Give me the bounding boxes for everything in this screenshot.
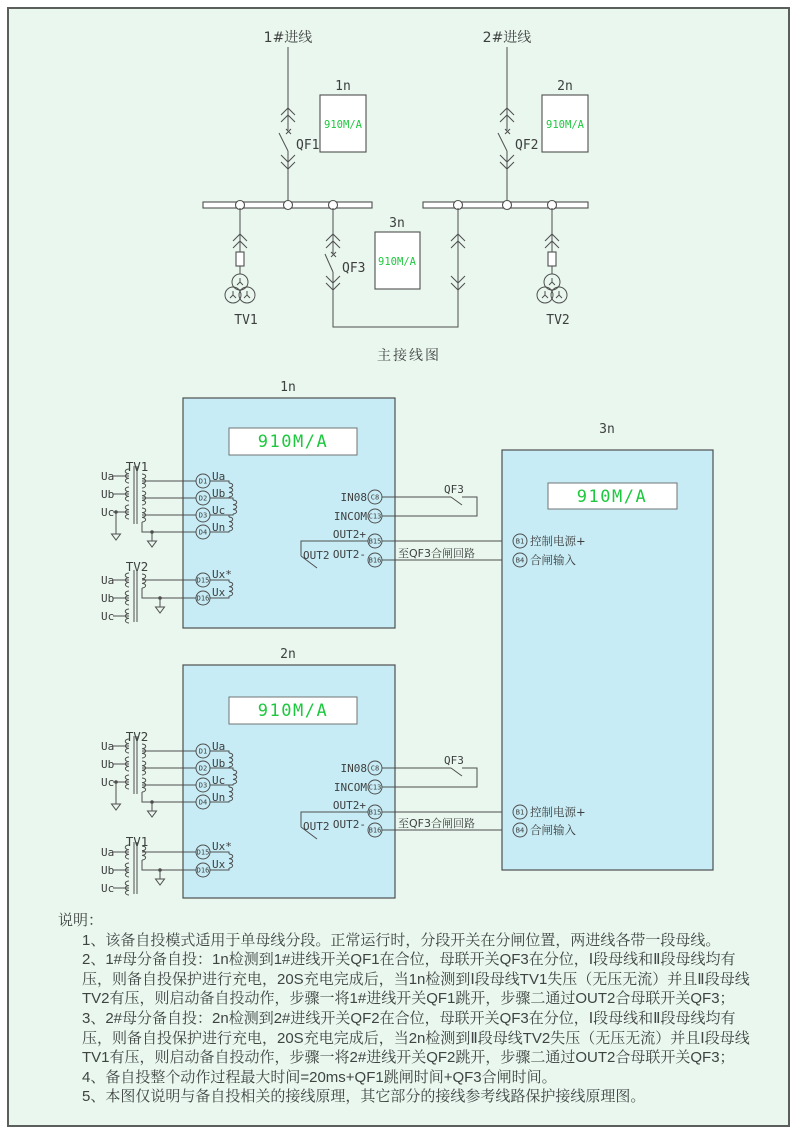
tv-name-label: TV1 [125, 834, 149, 849]
terminal-id: B15 [368, 537, 382, 546]
terminal-id: C13 [368, 512, 382, 521]
out2-minus-label: OUT2- [332, 818, 366, 831]
terminal-id: C8 [370, 493, 380, 502]
ground-icon [148, 537, 157, 547]
tv1-label: TV1 [234, 313, 258, 328]
phase-c-label: Uc [101, 882, 115, 895]
terminal-id: D16 [196, 594, 210, 603]
relay-1n-model: 910M/A [324, 119, 362, 131]
terminal-signal: Ux [212, 586, 226, 599]
relay-3n-model: 910M/A [378, 256, 416, 268]
relay-2n-model: 910M/A [546, 119, 584, 131]
terminal-signal: Ub [212, 487, 226, 500]
note-item-5: 5、本图仅说明与备自投相关的接线原理，其它部分的接线参考线路保护接线原理图。 [82, 1088, 646, 1106]
relay-1n-tag: 1n [335, 79, 351, 94]
terminal-signal: Ux* [212, 840, 232, 853]
phase-a-label: Ua [101, 574, 115, 587]
phase-b-label: Ub [101, 488, 115, 501]
terminal-id: C13 [368, 783, 382, 792]
terminal-signal: Uc [212, 774, 226, 787]
out2-plus-label: OUT2+ [332, 528, 366, 541]
panel-2n-tv2-input [101, 729, 196, 817]
ground-icon [112, 530, 121, 540]
panel-1n-model: 910M/A [257, 432, 329, 452]
terminal-id: D1 [198, 477, 208, 486]
feeder-1-line [279, 47, 319, 202]
note-item-3: 3、2#母分备自投：2n检测到2#进线开关QF2在合位，母联开关QF3在分位，Ⅰ段母线和Ⅱ段母线均有压，则备自投保护进行充电，20S充电完成后，当2n检测到Ⅱ段母线TV2失压（无压无流）并且Ⅰ段母线TV1有压，则启动备自投动作，步骤一将2#进线开关QF2跳开，步骤二通过OUT2合母联开关QF3； [82, 1009, 750, 1067]
note-item-1: 1、该备自投模式适用于单母线分段。正常运行时，分段开关在分闸位置，两进线各带一段母线。 [82, 931, 721, 949]
closing-input-label: 合闸输入 [530, 553, 576, 567]
terminal-signal: Ua [212, 470, 226, 483]
terminal-id: B16 [368, 826, 382, 835]
panel-1n-tv1-input [101, 459, 196, 547]
control-power-label: 控制电源+ [530, 805, 586, 819]
incom-label: INCOM [333, 510, 367, 523]
out2-minus-label: OUT2- [332, 548, 366, 561]
panel-1n-tag: 1n [280, 380, 296, 395]
breaker-qf1-blade-icon [279, 133, 288, 151]
feeder-2-line [498, 47, 538, 202]
terminal-id: C8 [370, 764, 380, 773]
qf3-contact-label: QF3 [444, 754, 464, 767]
tv-name-label: TV1 [125, 459, 149, 474]
to-qf3-closing-circuit-label: 至QF3合闸回路 [398, 817, 475, 830]
terminal-id: D2 [198, 494, 208, 503]
busbar-section-1 [203, 201, 372, 210]
relay-2n-box [542, 79, 588, 152]
breaker-qf1-label: QF1 [296, 138, 320, 153]
incoming-line-2-label: 2#进线 [482, 30, 532, 46]
incom-label: INCOM [333, 781, 367, 794]
control-power-label: 控制电源+ [530, 534, 586, 548]
terminal-signal: Un [212, 521, 226, 534]
notes-section [58, 911, 752, 1107]
tv1-branch [225, 208, 258, 328]
terminal-id: D16 [196, 866, 210, 875]
phase-a-label: Ua [101, 740, 115, 753]
terminal-signal: Ub [212, 757, 226, 770]
breaker-qf2-blade-icon [498, 133, 507, 151]
tv-name-label: TV2 [125, 559, 149, 574]
phase-b-label: Ub [101, 758, 115, 771]
qf3-contact-icon [451, 497, 462, 505]
terminal-id: D15 [196, 848, 210, 857]
terminal-id: D15 [196, 576, 210, 585]
panel-2n-tag: 2n [280, 647, 296, 662]
transformer-core-icon [134, 736, 137, 794]
in08-label: IN08 [340, 762, 367, 775]
terminal-id: B16 [368, 556, 382, 565]
out2-plus-label: OUT2+ [332, 799, 366, 812]
terminal-id: D3 [198, 781, 208, 790]
qf3-contact-label: QF3 [444, 483, 464, 496]
relay-1n-box [320, 79, 366, 152]
terminal-id: D1 [198, 747, 208, 756]
panel-1n [101, 380, 513, 628]
ground-icon [112, 800, 121, 810]
breaker-qf2-label: QF2 [515, 138, 539, 153]
relay-3n-tag: 3n [389, 216, 405, 231]
note-item-2: 2、1#母分备自投：1n检测到1#进线开关QF1在合位，母联开关QF3在分位，Ⅰ段母线和Ⅱ段母线均有压，则备自投保护进行充电，20S充电完成后，当1n检测到Ⅰ段母线TV1失压（无压无流）并且Ⅱ段母线TV2有压，则启动备自投动作，步骤一将1#进线开关QF1跳开，步骤二通过OUT2合母联开关QF3； [82, 951, 750, 1008]
phase-a-label: Ua [101, 846, 115, 859]
panel-2n [101, 647, 513, 898]
main-diagram-title: 主接线图 [377, 348, 441, 364]
phase-c-label: Uc [101, 776, 115, 789]
terminal-signal: Ua [212, 740, 226, 753]
busbar-section-2 [423, 201, 588, 210]
incoming-line-1-label: 1#进线 [263, 30, 313, 46]
fuse-icon [236, 252, 244, 266]
tv-name-label: TV2 [125, 729, 149, 744]
panel-1n-tv2-input [101, 559, 196, 623]
terminal-id: B1 [515, 537, 525, 546]
terminal-signal: Un [212, 791, 226, 804]
terminal-id: D4 [198, 798, 208, 807]
phase-a-label: Ua [101, 470, 115, 483]
terminal-signal: Uc [212, 504, 226, 517]
terminal-id: D2 [198, 764, 208, 773]
qf3-contact-icon [451, 768, 462, 776]
tv2-label: TV2 [546, 313, 570, 328]
relay-3n-box [375, 216, 420, 289]
panel-2n-model: 910M/A [257, 701, 329, 721]
phase-b-label: Ub [101, 864, 115, 877]
tv2-branch [537, 208, 570, 328]
breaker-qf3-label: QF3 [342, 261, 366, 276]
voltage-transformer-icon [537, 274, 567, 303]
voltage-transformer-icon [225, 274, 255, 303]
in08-label: IN08 [340, 491, 367, 504]
out2-label: OUT2 [303, 820, 330, 833]
relay-2n-tag: 2n [557, 79, 573, 94]
terminal-id: B15 [368, 808, 382, 817]
phase-c-label: Uc [101, 506, 115, 519]
phase-b-label: Ub [101, 592, 115, 605]
transformer-core-icon [134, 466, 137, 524]
out2-label: OUT2 [303, 549, 330, 562]
fuse-icon [548, 252, 556, 266]
terminal-id: B4 [515, 826, 525, 835]
transformer-core-icon [134, 842, 137, 894]
panel-3n-model: 910M/A [576, 487, 648, 507]
terminal-id: D4 [198, 528, 208, 537]
terminal-signal: Ux* [212, 568, 232, 581]
closing-input-label: 合闸输入 [530, 823, 576, 837]
terminal-id: B1 [515, 808, 525, 817]
panel-3n-tag: 3n [599, 422, 615, 437]
panel-3n [502, 422, 713, 870]
terminal-id: B4 [515, 556, 525, 565]
main-single-line-diagram [203, 29, 588, 364]
panel-2n-tv1-input [101, 834, 196, 895]
terminal-id: D3 [198, 511, 208, 520]
transformer-core-icon [134, 570, 137, 622]
to-qf3-closing-circuit-label: 至QF3合闸回路 [398, 547, 475, 560]
ground-icon [148, 807, 157, 817]
ground-icon [156, 875, 165, 885]
terminal-signal: Ux [212, 858, 226, 871]
phase-c-label: Uc [101, 610, 115, 623]
note-item-4: 4、备自投整个动作过程最大时间=20ms+QF1跳闸时间+QF3合闸时间。 [82, 1068, 557, 1086]
notes-title: 说明： [58, 912, 104, 929]
ground-icon [156, 603, 165, 613]
